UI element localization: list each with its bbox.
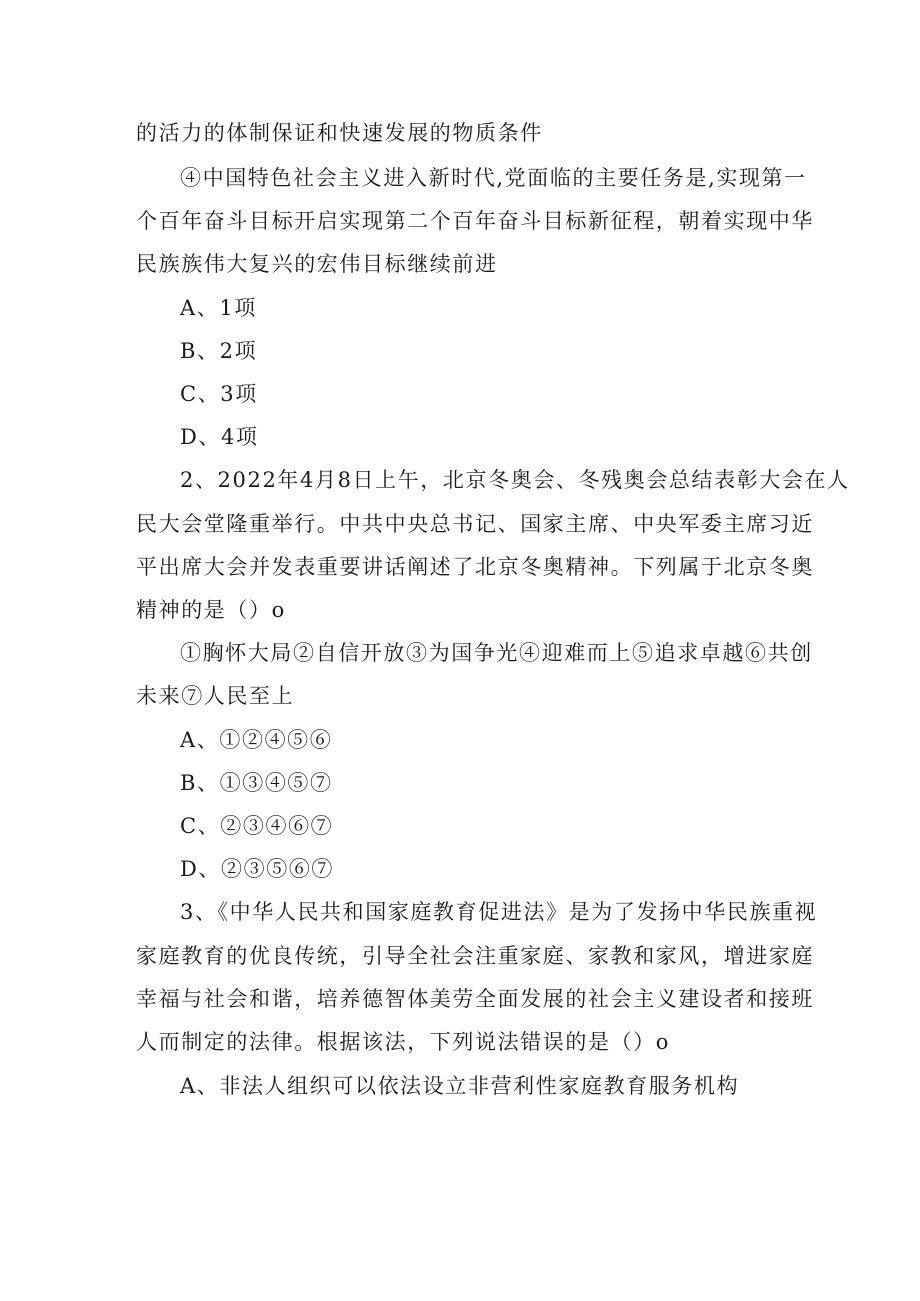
paragraph-line: 的活力的体制保证和快速发展的物质条件 <box>136 121 543 145</box>
paragraph-line: 民族族伟大复兴的宏伟目标继续前进 <box>136 252 498 276</box>
option-line: C、②③④⑥⑦ <box>180 814 334 838</box>
paragraph-line: ①胸怀大局②自信开放③为国争光④迎难而上⑤追求卓越⑥共创 <box>180 641 813 665</box>
option-line: C、3项 <box>180 382 258 406</box>
paragraph-line: 个百年奋斗目标开启实现第二个百年奋斗目标新征程，朝着实现中华 <box>136 209 814 233</box>
option-line: A、①②④⑤⑥ <box>180 728 333 752</box>
option-line: A、非法人组织可以依法设立非营利性家庭教育服务机构 <box>180 1074 740 1098</box>
option-line: D、4项 <box>180 425 259 449</box>
question-line: 民大会堂隆重举行。中共中央总书记、国家主席、中央军委主席习近 <box>136 512 814 536</box>
question-line: 幸福与社会和谐，培养德智体美劳全面发展的社会主义建设者和接班 <box>136 987 814 1011</box>
paragraph-line: ④中国特色社会主义进入新时代,党面临的主要任务是,实现第一 <box>180 166 807 190</box>
option-line: D、②③⑤⑥⑦ <box>180 857 335 881</box>
question-line: 人而制定的法律。根据该法，下列说法错误的是（）o <box>136 1030 671 1054</box>
question-line: 3、《中华人民共和国家庭教育促进法》是为了发扬中华民族重视 <box>180 900 818 924</box>
question-line: 2、2022年4月8日上午，北京冬奥会、冬残奥会总结表彰大会在人 <box>180 468 850 492</box>
question-line: 精神的是（）o <box>136 598 286 622</box>
option-line: B、2项 <box>180 339 258 363</box>
option-line: A、1项 <box>180 296 257 320</box>
paragraph-line: 未来⑦人民至上 <box>136 684 295 708</box>
question-line: 家庭教育的优良传统，引导全社会注重家庭、家教和家风，增进家庭 <box>136 944 814 968</box>
question-line: 平出席大会并发表重要讲话阐述了北京冬奥精神。下列属于北京冬奥 <box>136 555 814 579</box>
option-line: B、①③④⑤⑦ <box>180 771 333 795</box>
